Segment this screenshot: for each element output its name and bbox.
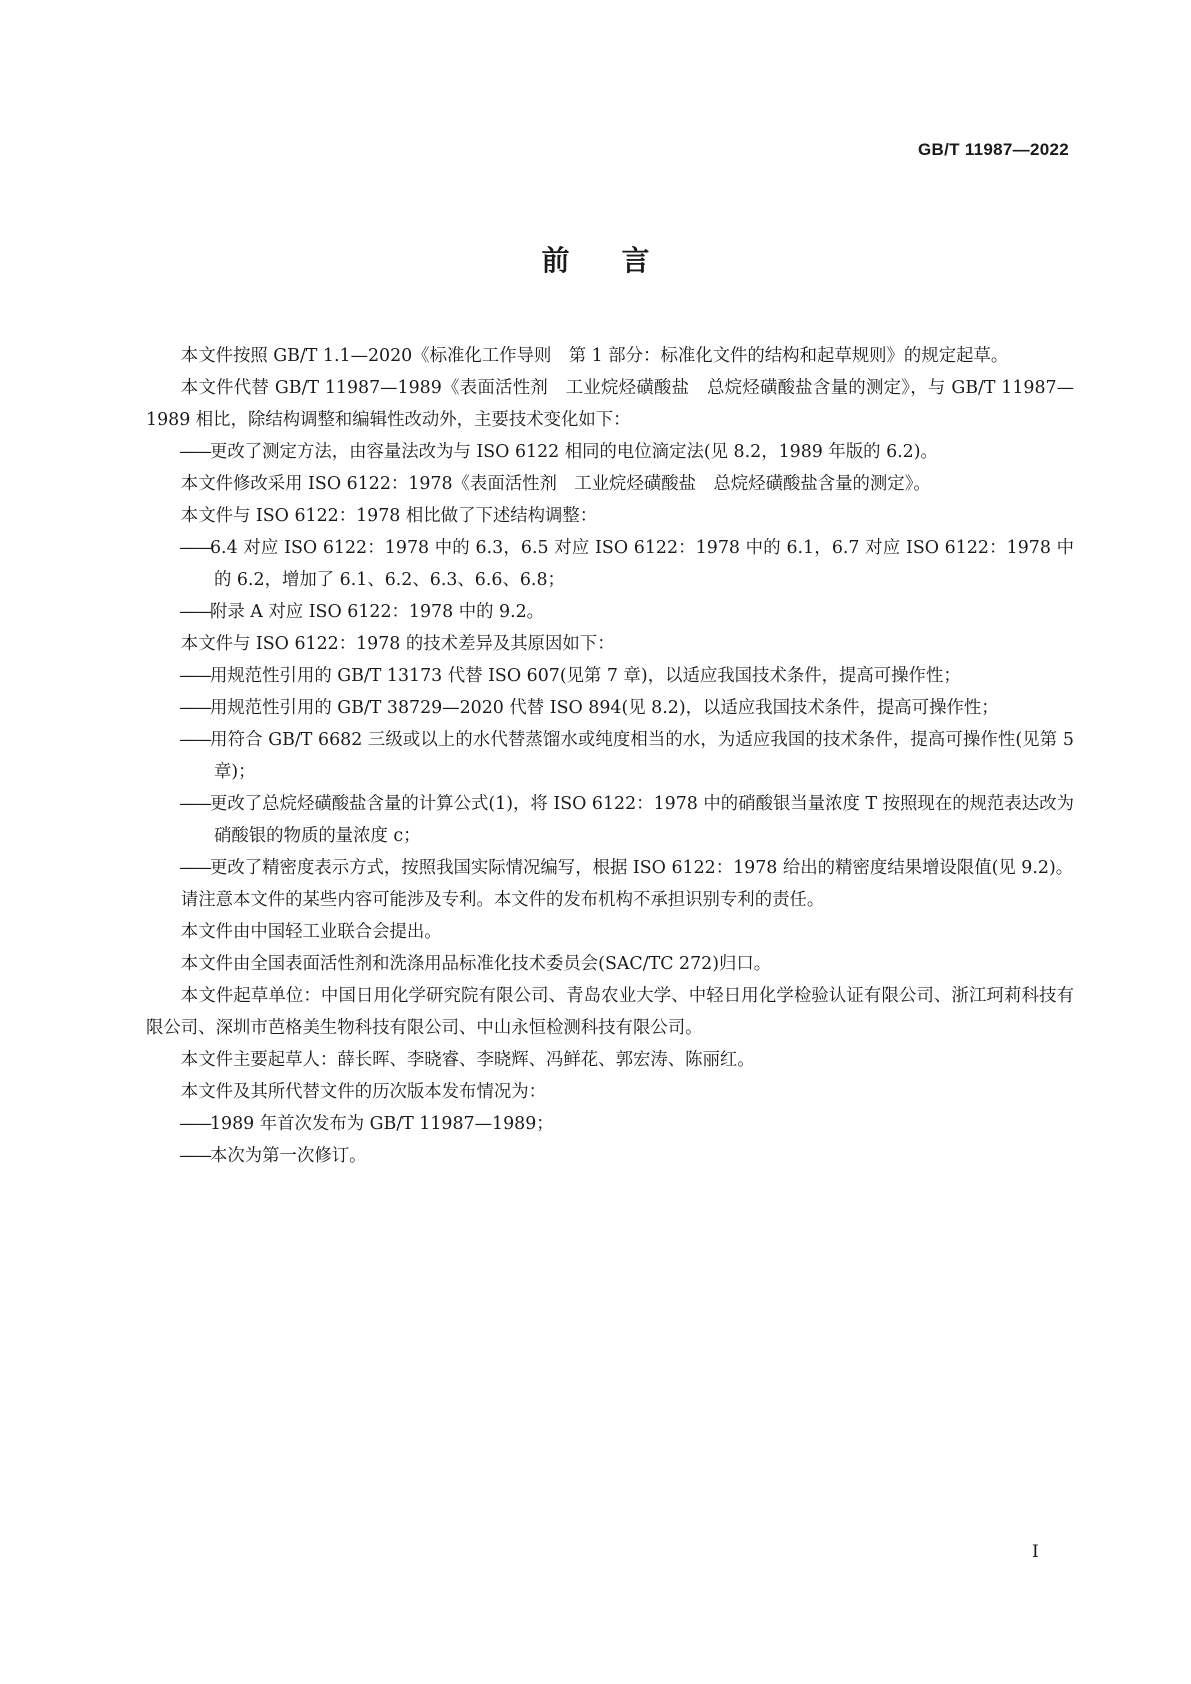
document-body [146, 340, 1074, 1172]
dash-marker: —— [179, 538, 210, 558]
list-item-text: 6.4 对应 ISO 6122：1978 中的 6.3，6.5 对应 ISO 6122：1978 中的 6.1，6.7 对应 ISO 6122：1978 中的 6.2，增加了 6.1、6.2、6.3、6.6、6.8； [209, 538, 1074, 590]
dash-marker: —— [179, 602, 210, 622]
list-item [146, 436, 1074, 468]
paragraph [146, 884, 1074, 916]
paragraph [146, 468, 1074, 500]
paragraph-text: 本文件与 ISO 6122：1978 的技术差异及其原因如下： [180, 634, 615, 654]
paragraph-text: 请注意本文件的某些内容可能涉及专利。本文件的发布机构不承担识别专利的责任。 [180, 890, 825, 910]
list-item [146, 660, 1074, 692]
paragraph-text: 本文件代替 GB/T 11987—1989《表面活性剂 工业烷烃磺酸盐 总烷烃磺酸盐含量的测定》，与 GB/T 11987—1989 相比，除结构调整和编辑性改动外，主要技术变化如下： [146, 378, 1074, 430]
paragraph [146, 980, 1074, 1044]
paragraph [146, 916, 1074, 948]
dash-marker: —— [179, 1114, 210, 1134]
list-item [146, 1108, 1074, 1140]
paragraph [146, 1076, 1074, 1108]
dash-marker: —— [179, 730, 210, 750]
dash-marker: —— [179, 1146, 210, 1166]
list-item [146, 532, 1074, 596]
list-item-text: 用符合 GB/T 6682 三级或以上的水代替蒸馏水或纯度相当的水，为适应我国的技术条件，提高可操作性(见第 5 章)； [209, 730, 1074, 782]
list-item-text: 用规范性引用的 GB/T 38729—2020 代替 ISO 894(见 8.2)，以适应我国技术条件，提高可操作性； [209, 698, 999, 718]
paragraph-text: 本文件修改采用 ISO 6122：1978《表面活性剂 工业烷烃磺酸盐 总烷烃磺酸盐含量的测定》。 [180, 474, 931, 494]
paragraph [146, 948, 1074, 980]
paragraph-text: 本文件按照 GB/T 1.1—2020《标准化工作导则 第 1 部分：标准化文件的结构和起草规则》的规定起草。 [180, 346, 1009, 366]
dash-marker: —— [179, 666, 210, 686]
paragraph-text: 本文件与 ISO 6122：1978 相比做了下述结构调整： [180, 506, 598, 526]
list-item-text: 更改了测定方法，由容量法改为与 ISO 6122 相同的电位滴定法(见 8.2，1989 年版的 6.2)。 [209, 442, 938, 462]
list-item [146, 724, 1074, 788]
list-item [146, 852, 1074, 884]
paragraph-text: 本文件起草单位：中国日用化学研究院有限公司、青岛农业大学、中轻日用化学检验认证有限公司、浙江珂莉科技有限公司、深圳市芭格美生物科技有限公司、中山永恒检测科技有限公司。 [146, 986, 1074, 1038]
page-number: I [1032, 1542, 1039, 1562]
list-item-text: 附录 A 对应 ISO 6122：1978 中的 9.2。 [209, 602, 545, 622]
dash-marker: —— [179, 442, 210, 462]
list-item-text: 1989 年首次发布为 GB/T 11987—1989； [209, 1114, 554, 1134]
list-item [146, 692, 1074, 724]
paragraph-text: 本文件及其所代替文件的历次版本发布情况为： [180, 1082, 547, 1102]
paragraph [146, 628, 1074, 660]
page-title: 前言 [541, 244, 702, 277]
paragraph [146, 340, 1074, 372]
paragraph-text: 本文件由全国表面活性剂和洗涤用品标准化技术委员会(SAC/TC 272)归口。 [180, 954, 772, 974]
standard-number: GB/T 11987—2022 [918, 140, 1069, 159]
paragraph-text: 本文件主要起草人：薛长晖、李晓睿、李晓辉、冯鲜花、郭宏涛、陈丽红。 [180, 1050, 755, 1070]
paragraph-text: 本文件由中国轻工业联合会提出。 [180, 922, 442, 942]
list-item-text: 更改了总烷烃磺酸盐含量的计算公式(1)，将 ISO 6122：1978 中的硝酸银当量浓度 T 按照现在的规范表达改为硝酸银的物质的量浓度 c； [209, 794, 1074, 846]
list-item [146, 596, 1074, 628]
list-item [146, 788, 1074, 852]
paragraph [146, 372, 1074, 436]
paragraph [146, 500, 1074, 532]
dash-marker: —— [179, 698, 210, 718]
list-item-text: 用规范性引用的 GB/T 13173 代替 ISO 607(见第 7 章)，以适应我国技术条件，提高可操作性； [209, 666, 961, 686]
dash-marker: —— [179, 794, 210, 814]
list-item-text: 本次为第一次修订。 [209, 1146, 367, 1166]
paragraph [146, 1044, 1074, 1076]
list-item-text: 更改了精密度表示方式，按照我国实际情况编写，根据 ISO 6122：1978 给出的精密度结果增设限值(见 9.2)。 [209, 858, 1074, 878]
list-item [146, 1140, 1074, 1172]
dash-marker: —— [179, 858, 210, 878]
